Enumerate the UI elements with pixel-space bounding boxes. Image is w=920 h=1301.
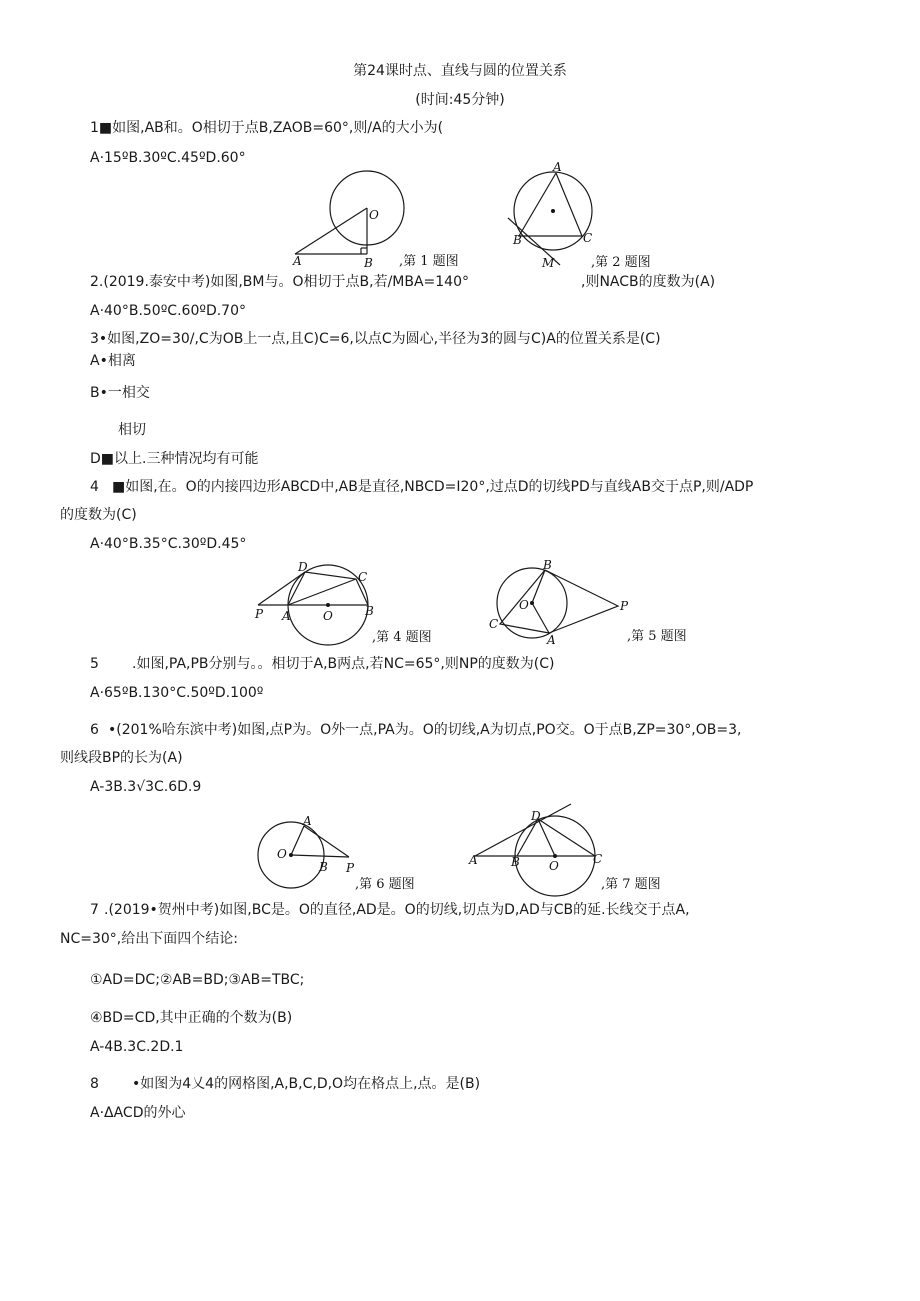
figure-4 xyxy=(252,560,452,650)
question-7-conclusions-2: ④BD=CD,其中正确的个数为(B) xyxy=(90,1010,293,1026)
question-4-number: 4 xyxy=(90,479,99,495)
question-3-option-d: D■以上.三种情况均有可能 xyxy=(90,451,259,467)
fig7-label-o: O xyxy=(549,859,559,873)
question-7-stem: .(2019•贺州中考)如图,BC是。O的直径,AD是。O的切线,切点为D,AD与CB的延.长线交于点A, xyxy=(104,902,690,918)
question-6-number: 6 xyxy=(90,722,99,738)
question-2-stem: 2.(2019.泰安中考)如图,BM与。O相切于点B,若/MBA=140° xyxy=(90,274,469,290)
fig7-label-b: B xyxy=(511,855,520,869)
fig5-caption: ,第 5 题图 xyxy=(627,629,687,644)
question-8-stem: •如图为4乂4的网格图,A,B,C,D,O均在格点上,点。是(B) xyxy=(132,1076,481,1092)
question-4-stem-line2: 的度数为(C) xyxy=(60,507,137,523)
fig7-label-a: A xyxy=(469,853,478,867)
fig1-label-a: A xyxy=(293,254,302,268)
question-5-options: A·65ºB.130°C.50ºD.100º xyxy=(90,685,264,701)
fig7-caption: ,第 7 题图 xyxy=(601,877,661,892)
fig1-caption: ,第 1 题图 xyxy=(399,254,459,269)
fig5-label-b: B xyxy=(543,558,552,572)
fig4-label-p: P xyxy=(255,607,264,621)
fig4-caption: ,第 4 题图 xyxy=(372,630,432,645)
question-3-option-b: B•一相交 xyxy=(90,385,150,401)
question-5-number: 5 xyxy=(90,656,99,672)
fig4-label-b: B xyxy=(365,604,374,618)
fig1-label-b: B xyxy=(364,256,373,270)
question-3-option-c: 相切 xyxy=(118,422,146,438)
fig7-label-c: C xyxy=(593,852,603,866)
question-4-stem: ■如图,在。O的内接四边形ABCD中,AB是直径,NBCD=I20°,过点D的切线PD与直线AB交于点P,则/ADP xyxy=(112,479,754,495)
figure-2 xyxy=(505,160,675,272)
fig5-label-a: A xyxy=(547,633,556,647)
question-2-options: A·40°B.50ºC.60ºD.70° xyxy=(90,303,246,319)
fig2-label-b: B xyxy=(513,233,522,247)
fig5-label-p: P xyxy=(620,599,629,613)
fig6-label-o: O xyxy=(277,847,287,861)
question-1-stem: 1■如图,AB和。O相切于点B,ZAOB=60°,则/A的大小为( xyxy=(90,120,444,136)
fig5-label-o: O xyxy=(519,598,529,612)
figure-6 xyxy=(255,812,455,897)
fig2-label-a: A xyxy=(553,160,562,174)
question-7-number: 7 xyxy=(90,902,99,918)
question-4-options: A·40°B.35°C.30ºD.45° xyxy=(90,536,247,552)
fig4-label-o: O xyxy=(323,609,333,623)
fig4-label-c: C xyxy=(358,570,368,584)
fig2-label-c: C xyxy=(583,231,593,245)
question-2-stem-tail: ,则NACB的度数为(A) xyxy=(581,274,716,290)
question-6-stem-line2: 则线段BP的长为(A) xyxy=(60,750,183,766)
question-7-stem-line2: NC=30°,给出下面四个结论: xyxy=(60,931,238,947)
fig6-caption: ,第 6 题图 xyxy=(355,877,415,892)
question-7-conclusions-1: ①AD=DC;②AB=BD;③AB=TBC; xyxy=(90,972,305,988)
time-limit: (时间:45分钟) xyxy=(415,92,505,108)
question-7-options: A-4B.3C.2D.1 xyxy=(90,1039,184,1055)
fig2-caption: ,第 2 题图 xyxy=(591,255,651,270)
fig1-label-o: O xyxy=(369,208,379,222)
fig6-label-a: A xyxy=(303,814,312,828)
question-3-option-a: A•相离 xyxy=(90,353,136,369)
figure-5 xyxy=(485,558,705,648)
fig4-label-a: A xyxy=(282,609,291,623)
fig2-label-m: M xyxy=(542,256,555,270)
fig5-label-c: C xyxy=(489,617,499,631)
fig7-label-d: D xyxy=(531,809,541,823)
question-3-stem: 3•如图,ZO=30/,C为OB上一点,且C)C=6,以点C为圆心,半径为3的圆与C)A的位置关系是(C) xyxy=(90,331,661,347)
figure-1 xyxy=(285,163,485,273)
fig6-label-b: B xyxy=(319,860,328,874)
question-5-stem: .如图,PA,PB分别与。。相切于A,B两点,若NC=65°,则NP的度数为(C) xyxy=(132,656,555,672)
question-6-options: A-3B.3√3C.6D.9 xyxy=(90,779,202,795)
fig4-label-d: D xyxy=(298,560,308,574)
page-title: 第24课时点、直线与圆的位置关系 xyxy=(353,63,567,79)
fig6-label-p: P xyxy=(346,861,355,875)
question-8-number: 8 xyxy=(90,1076,99,1092)
question-8-option-a: A·ΔACD的外心 xyxy=(90,1105,186,1121)
question-6-stem: •(201%哈东滨中考)如图,点P为。O外一点,PA为。O的切线,A为切点,PO交。O于点B,ZP=30°,OB=3, xyxy=(108,722,742,738)
figure-7 xyxy=(465,800,685,900)
question-1-options: A·15ºB.30ºC.45ºD.60° xyxy=(90,150,246,166)
